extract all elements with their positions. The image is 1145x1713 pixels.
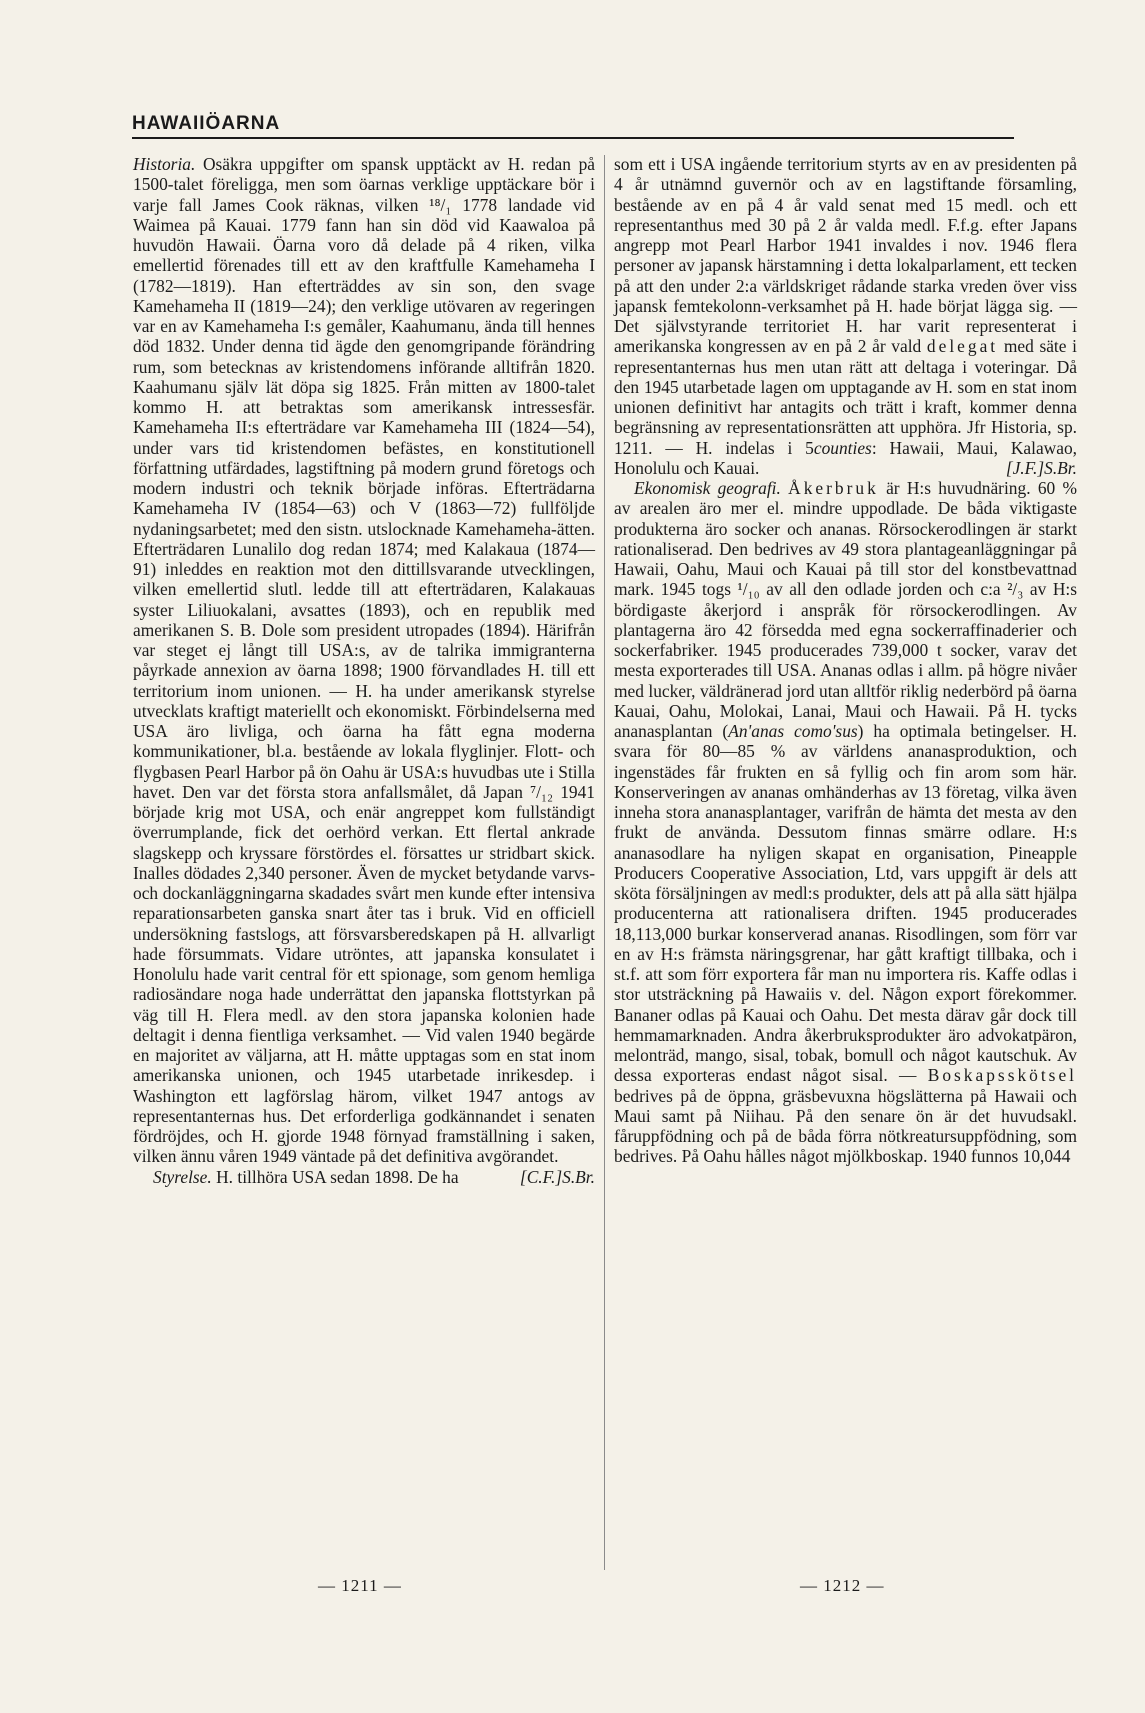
ekonomi-text-b: ) ha optimala betingelser. H. svara för 80—85 % av världens ananasproduktion, och ingenstädes får frukten en så fyllig och fin arom som här. Konserveringen av ananas omhänderhas av 13 företag, vilka även inneha stora ananasplantager, varifrån de hämta det mesta av den frukt de använda. Dessutom finnas smärre odlare. H:s ananasodlare ha nyligen skapat en organisation, Pineapple Producers Cooperative Association, Ltd, vars uppgift är dels att sköta försäljningen av medl:s produkter, dels att på alla sätt hjälpa producenterna att rationalisera driften. 1945 producerades 18,113,000 burkar konserverad ananas. Risodlingen, som förr var en av H:s främsta näringsgrenar, har gått kraftigt tillbaka, och i st.f. att som förr exportera får man nu importera ris. Kaffe odlas i stor utsträckning på Hawaiis v. del. Någon export förekommer. Bananer odlas på Kauai och Oahu. Det mesta därav går dock till hemmamarknaden. Andra åkerbruksprodukter äro advokatpäron, melonträd, mango, sisal, tobak, bomull och något kautschuk. Av dessa exporteras endast något sisal. — bbox=[614, 721, 1077, 1086]
page-number-right: — 1212 — bbox=[800, 1576, 885, 1595]
page-number-left: — 1211 — bbox=[318, 1576, 402, 1595]
spaced-term-boskapsskotsel: Boskapsskötsel bbox=[927, 1065, 1077, 1086]
styrelse-text: H. tillhöra USA sedan 1898. De ha bbox=[216, 1166, 459, 1187]
paragraph-ekonomisk-geografi bbox=[614, 478, 1077, 1167]
ekonomi-text-c: bedrives på de öppna, gräsbevuxna högslätterna på Hawaii och Maui samt på Niihau. På den senare ön är det huvudsakl. fåruppfödning och på de båda förra nötkreatursuppfödning, som bedrives. På Oahu hålles något mjölkboskap. 1940 funnos 10,044 bbox=[614, 1085, 1077, 1167]
section-heading-ekonomisk-geografi: Ekonomisk geografi. bbox=[634, 478, 781, 498]
page-title: HAWAIIÖARNA bbox=[132, 113, 281, 134]
right-column bbox=[614, 154, 1077, 1167]
column-divider bbox=[604, 155, 605, 1570]
styrelse-text-c: : Hawaii, Maui, Kalawao, Honolulu och Kauai. bbox=[614, 437, 1077, 478]
styrelse-text-b: med säte i representanternas hus men utan rätt att deltaga i voteringar. Då den 1945 utarbetade lagen om upptagande av H. som en stat inom unionen definitivt har antagits och trätt i kraft, kommer denna begränsning av representationsrätten att upphöra. Jfr Historia, sp. 1211. — H. indelas i 5 bbox=[614, 336, 1077, 458]
latin-name-ananas: An'anas como'sus bbox=[728, 721, 858, 741]
term-counties: counties bbox=[813, 437, 872, 458]
styrelse-text-continued: som ett i USA ingående territorium styrts av en av presidenten på 4 år utnämnd guvernör och av en lagstiftande församling, bestående av en på 4 år vald senat med 15 medl. och ett representanthus med 30 på 2 år valda medl. F.f.g. efter Japans angrepp mot Pearl Harbor 1941 invaldes i nov. 1946 flera personer av japansk härstamning i detta lokalparlament, ett tecken på att den under 2:a världskriget rådande starka vreden över viss japansk femtekolonn-verksamhet på H. hade börjat lägga sig. — Det självstyrande territoriet H. har varit representerat i amerikanska kongressen av en på 2 år vald bbox=[614, 154, 1077, 357]
paragraph-styrelse-continued bbox=[614, 154, 1077, 478]
author-signature: [C.F.]S.Br. bbox=[519, 1166, 595, 1187]
left-column bbox=[133, 154, 595, 1187]
section-heading-styrelse: Styrelse. bbox=[153, 1166, 212, 1187]
spaced-term-delegat: delegat bbox=[926, 336, 999, 357]
spaced-term-akerbruk: Åkerbruk bbox=[788, 478, 879, 498]
historia-text: Osäkra uppgifter om spansk upptäckt av H. redan på 1500-talet föreligga, men som öarnas verklige upptäckare bör i varje fall James Cook räknas, vilken ¹⁸/₁ 1778 landade vid Waimea på Kauai. 1779 fann han sin död vid Kaawaloa på huvudön Hawaii. Öarna voro då delade på 4 riken, vilka emellertid förenades till ett av den kraftfulle Kamehameha I (1782—1819). Han efterträddes av sin son, den svage Kamehameha II (1819—24); den verklige utövaren av regeringen var en av Kamehameha I:s gemåler, Kaahumanu, ända till hennes död 1832. Under denna tid ägde den genomgripande förändring rum, som betecknas av kristendomens införande alltifrån 1820. Kaahumanu själv lät döpa sig 1825. Från mitten av 1800-talet kommo H. att betraktas som amerikansk intressesfär. Kamehameha II:s efterträdare var Kamehameha III (1824—54), under vars tid kristendomen befästes, en konstitutionell författning utfärdades, lagstiftning på modern grund företogs och modern industri och teknik började införas. Efterträdarna Kamehameha IV (1854—63) och V (1863—72) fullföljde nydaningsarbetet; med den sistn. utslocknade Kamehameha-ätten. Efterträdaren Lunalilo dog redan 1874; med Kalakaua (1874—91) inleddes en reaktion mot den dittillsvarande utvecklingen, vilken emellertid slutl. ledde till att efterträdaren, Kalakauas syster Liliuokalani, avsattes (1893), och en republik med amerikanen S. B. Dole som president utropades (1894). Härifrån var steget ej långt till USA:s, av de talrika immigranterna påyrkade annexion av öarna 1898; 1900 förvandlades H. till ett territorium inom unionen. — H. ha under amerikansk styrelse utvecklats kraftigt materiellt och ekonomiskt. Förbindelserna med USA äro livliga, och öarna ha fått egna moderna kommunikationer, bl.a. bestående av lokala flyglinjer. Flott- och flygbasen Pearl Harbor på ön Oahu är USA:s huvudbas ute i Stilla havet. Den var det första stora anfallsmålet, då Japan ⁷/₁₂ 1941 började krig mot USA, och enär angreppet kom fullständigt överrumplande, fick det oerhörd verkan. Ett flertal ankrade slagskepp och kryssare förstördes el. försattes ur stridbart skick. Inalles dödades 2,340 personer. Även de mycket betydande varvs- och dockanläggningarna skadades svårt men kunde efter intensiva reparationsarbeten ganska snart åter tas i bruk. Vid en officiell undersökning fastslogs, att försvarsberedskapen på H. allvarligt hade försummats. Vidare utröntes, att japanska konsulatet i Honolulu hade varit central för ett spionage, som genom hemliga radiosändare noga hade underrättat den japanska flottstyrkan på väg till H. Flera medl. av den stora japanska kolonien hade deltagit i denna fientliga verksamhet. — Vid valen 1940 begärde en majoritet av väljarna, att H. måtte upptagas som en stat inom amerikanska unionen, och 1945 utarbetade inrikesdep. i Washington ett lagförslag härom, vilket 1947 antogs av representanternas hus. Det erforderliga godkännandet i senaten fördröjdes, och H. gjorde 1948 förnyad framställning i saken, vilken ännu våren 1949 väntade på det definitiva avgörandet. bbox=[133, 154, 595, 1167]
running-header bbox=[132, 113, 1014, 139]
author-signature-2: [J.F.]S.Br. bbox=[1005, 457, 1077, 478]
section-heading-historia: Historia. bbox=[133, 154, 196, 174]
ekonomi-text: är H:s huvudnäring. 60 % av arealen äro mer el. mindre uppodlade. De båda viktigaste produkterna äro socker och ananas. Rörsockerodlingen är starkt rationaliserad. Den bedrives av 49 stora plantageanläggningar på Hawaii, Oahu, Maui och Kauai på till stor del konstbevattnad mark. 1945 togs ¹/₁₀ av all den odlade jorden och c:a ²/₃ av H:s bördigaste åkerjord i anspråk för rörsockerodlingen. Av plantagerna äro 42 försedda med egna sockerraffinaderier och sockerfabriker. 1945 producerades 739,000 t socker, varav det mesta exporterades till USA. Ananas odlas i allm. på högre nivåer med lucker, väldränerad jord utan alltför riklig nederbörd på öarna Kauai, Oahu, Molokai, Lanai, Maui och Hawaii. På H. tycks ananasplantan ( bbox=[614, 478, 1077, 741]
